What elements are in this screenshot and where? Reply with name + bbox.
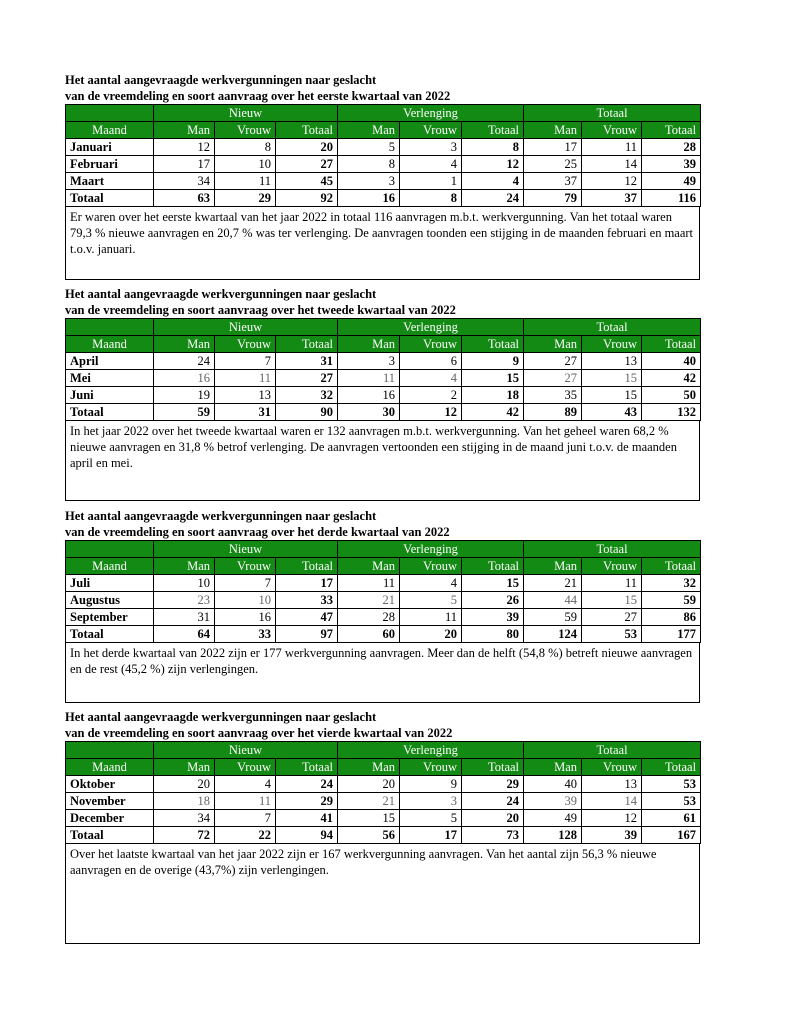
group-header: Verlenging (338, 541, 524, 558)
table-cell: 17 (276, 575, 338, 592)
table-cell: 50 (642, 387, 701, 404)
quarter-note: Er waren over het eerste kwartaal van het jaar 2022 in totaal 116 aanvragen m.b.t. werkvergunning. Van het totaal waren 79,3 % nieuwe aanvragen en 20,7 % was ter verlenging. De aanvragen toonden een stijging in de maanden februari en maart t.o.v. januari. (65, 207, 700, 280)
table-cell: 92 (276, 190, 338, 207)
table-row (66, 592, 701, 609)
table-cell: 61 (642, 810, 701, 827)
table-cell: 49 (524, 810, 582, 827)
table-cell: 14 (582, 156, 642, 173)
table-cell: 12 (400, 404, 462, 421)
table-cell: 64 (154, 626, 215, 643)
table-cell: 27 (276, 370, 338, 387)
table-row (66, 190, 701, 207)
row-label: Totaal (66, 404, 154, 421)
table-cell: 8 (215, 139, 276, 156)
table-row (66, 827, 701, 844)
table-row (66, 776, 701, 793)
table-cell: 13 (215, 387, 276, 404)
table-cell: 15 (462, 575, 524, 592)
table-cell: 32 (276, 387, 338, 404)
table-cell: 39 (524, 793, 582, 810)
table-cell: 19 (154, 387, 215, 404)
table-cell: 14 (582, 793, 642, 810)
table-cell: 11 (338, 370, 400, 387)
quarter-note: In het derde kwartaal van 2022 zijn er 177 werkvergunning aanvragen. Meer dan de helft (54,8 %) betreft nieuwe aanvragen en de rest (45,2 %) zijn verlengingen. (65, 643, 700, 703)
table-cell: 27 (582, 609, 642, 626)
table-cell: 5 (400, 810, 462, 827)
table-cell: 15 (582, 387, 642, 404)
column-header: Man (524, 336, 582, 353)
table-row (66, 370, 701, 387)
table-cell: 16 (338, 387, 400, 404)
table-row (66, 609, 701, 626)
table-cell: 21 (524, 575, 582, 592)
row-label: April (66, 353, 154, 370)
table-cell: 12 (582, 173, 642, 190)
table-cell: 11 (215, 173, 276, 190)
month-header: Maand (66, 122, 154, 139)
table-cell: 35 (524, 387, 582, 404)
column-header: Vrouw (582, 122, 642, 139)
table-cell: 15 (338, 810, 400, 827)
table-cell: 63 (154, 190, 215, 207)
table-cell: 20 (276, 139, 338, 156)
month-header: Maand (66, 336, 154, 353)
row-label: December (66, 810, 154, 827)
column-header: Man (524, 759, 582, 776)
header-blank (66, 105, 154, 122)
group-header: Totaal (524, 319, 701, 336)
table-cell: 24 (462, 190, 524, 207)
group-header: Verlenging (338, 742, 524, 759)
quarter-note: Over het laatste kwartaal van het jaar 2022 zijn er 167 werkvergunning aanvragen. Van het aantal zijn 56,3 % nieuwe aanvragen en de overige (43,7%) zijn verlengingen. (65, 844, 700, 944)
table-cell: 42 (642, 370, 701, 387)
row-label: Oktober (66, 776, 154, 793)
row-label: Juni (66, 387, 154, 404)
table-cell: 8 (400, 190, 462, 207)
table-cell: 20 (462, 810, 524, 827)
table-cell: 31 (276, 353, 338, 370)
table-cell: 49 (642, 173, 701, 190)
table-cell: 13 (582, 776, 642, 793)
column-header: Totaal (462, 336, 524, 353)
table-cell: 44 (524, 592, 582, 609)
table-row (66, 387, 701, 404)
month-header: Maand (66, 558, 154, 575)
table-cell: 27 (524, 370, 582, 387)
table-cell: 31 (154, 609, 215, 626)
table-cell: 47 (276, 609, 338, 626)
table-cell: 27 (276, 156, 338, 173)
quarter-title-line2: van de vreemdeling en soort aanvraag over het vierde kwartaal van 2022 (65, 726, 453, 740)
table-cell: 3 (338, 353, 400, 370)
table-cell: 6 (400, 353, 462, 370)
table-cell: 10 (154, 575, 215, 592)
table-cell: 3 (338, 173, 400, 190)
table-cell: 11 (582, 575, 642, 592)
column-header: Totaal (642, 759, 701, 776)
column-header: Vrouw (400, 122, 462, 139)
column-header: Man (154, 558, 215, 575)
column-header: Vrouw (582, 558, 642, 575)
table-cell: 1 (400, 173, 462, 190)
table-cell: 40 (524, 776, 582, 793)
column-header: Totaal (642, 558, 701, 575)
row-label: Maart (66, 173, 154, 190)
table-cell: 11 (582, 139, 642, 156)
table-cell: 89 (524, 404, 582, 421)
table-cell: 97 (276, 626, 338, 643)
table-row (66, 626, 701, 643)
table-row (66, 173, 701, 190)
column-header: Totaal (462, 558, 524, 575)
table-cell: 42 (462, 404, 524, 421)
row-label: Totaal (66, 626, 154, 643)
table-cell: 4 (462, 173, 524, 190)
column-header: Vrouw (400, 558, 462, 575)
table-cell: 11 (215, 370, 276, 387)
column-header: Man (154, 122, 215, 139)
table-row (66, 139, 701, 156)
table-cell: 15 (582, 592, 642, 609)
table-cell: 90 (276, 404, 338, 421)
table-cell: 24 (462, 793, 524, 810)
quarter-title-line2: van de vreemdeling en soort aanvraag over het derde kwartaal van 2022 (65, 525, 450, 539)
table-cell: 29 (276, 793, 338, 810)
quarter-4-section (65, 709, 700, 944)
table-cell: 10 (215, 156, 276, 173)
table-cell: 20 (400, 626, 462, 643)
table-cell: 17 (524, 139, 582, 156)
table-cell: 4 (400, 156, 462, 173)
quarter-1-section (65, 72, 700, 280)
table-cell: 79 (524, 190, 582, 207)
table-cell: 18 (154, 793, 215, 810)
row-label: November (66, 793, 154, 810)
table-cell: 94 (276, 827, 338, 844)
table-row (66, 575, 701, 592)
group-header: Totaal (524, 105, 701, 122)
quarter-title-line1: Het aantal aangevraagde werkvergunningen naar geslacht (65, 710, 377, 724)
table-cell: 72 (154, 827, 215, 844)
group-header: Totaal (524, 541, 701, 558)
table-cell: 32 (642, 575, 701, 592)
column-header: Totaal (462, 122, 524, 139)
table-cell: 3 (400, 793, 462, 810)
table-cell: 28 (338, 609, 400, 626)
table-cell: 5 (400, 592, 462, 609)
table-cell: 29 (462, 776, 524, 793)
table-cell: 5 (338, 139, 400, 156)
group-header: Totaal (524, 742, 701, 759)
table-cell: 177 (642, 626, 701, 643)
table-row (66, 353, 701, 370)
row-label: September (66, 609, 154, 626)
column-header: Vrouw (215, 558, 276, 575)
row-label: Februari (66, 156, 154, 173)
column-header: Vrouw (215, 122, 276, 139)
table-cell: 43 (582, 404, 642, 421)
table-cell: 2 (400, 387, 462, 404)
table-cell: 27 (524, 353, 582, 370)
table-cell: 59 (154, 404, 215, 421)
table-cell: 37 (582, 190, 642, 207)
quarter-title-line2: van de vreemdeling en soort aanvraag over het eerste kwartaal van 2022 (65, 89, 451, 103)
table-cell: 9 (462, 353, 524, 370)
quarter-table (65, 104, 701, 207)
table-cell: 56 (338, 827, 400, 844)
row-label: Mei (66, 370, 154, 387)
table-cell: 15 (462, 370, 524, 387)
table-cell: 11 (400, 609, 462, 626)
table-cell: 39 (582, 827, 642, 844)
table-cell: 13 (582, 353, 642, 370)
table-cell: 16 (154, 370, 215, 387)
table-cell: 53 (642, 793, 701, 810)
row-label: Januari (66, 139, 154, 156)
table-cell: 116 (642, 190, 701, 207)
quarter-title-line1: Het aantal aangevraagde werkvergunningen naar geslacht (65, 509, 377, 523)
table-cell: 7 (215, 575, 276, 592)
table-cell: 167 (642, 827, 701, 844)
table-cell: 73 (462, 827, 524, 844)
table-cell: 124 (524, 626, 582, 643)
table-cell: 132 (642, 404, 701, 421)
table-cell: 11 (338, 575, 400, 592)
column-header: Man (154, 759, 215, 776)
table-cell: 22 (215, 827, 276, 844)
table-cell: 12 (582, 810, 642, 827)
table-cell: 17 (400, 827, 462, 844)
group-header: Nieuw (154, 742, 338, 759)
table-cell: 16 (338, 190, 400, 207)
table-cell: 40 (642, 353, 701, 370)
table-cell: 20 (154, 776, 215, 793)
column-header: Totaal (642, 122, 701, 139)
column-header: Totaal (276, 558, 338, 575)
quarter-2-section (65, 286, 700, 501)
table-row (66, 793, 701, 810)
table-cell: 128 (524, 827, 582, 844)
table-cell: 4 (215, 776, 276, 793)
column-header: Totaal (642, 336, 701, 353)
table-cell: 59 (524, 609, 582, 626)
header-blank (66, 541, 154, 558)
table-cell: 53 (642, 776, 701, 793)
table-cell: 15 (582, 370, 642, 387)
table-cell: 3 (400, 139, 462, 156)
table-row (66, 810, 701, 827)
quarter-title-line1: Het aantal aangevraagde werkvergunningen naar geslacht (65, 287, 377, 301)
quarter-3-section (65, 508, 700, 703)
column-header: Totaal (276, 336, 338, 353)
column-header: Vrouw (582, 336, 642, 353)
column-header: Totaal (276, 122, 338, 139)
column-header: Totaal (462, 759, 524, 776)
group-header: Verlenging (338, 105, 524, 122)
quarter-title-line1: Het aantal aangevraagde werkvergunningen naar geslacht (65, 73, 377, 87)
table-cell: 4 (400, 370, 462, 387)
quarter-table (65, 318, 701, 421)
table-cell: 53 (582, 626, 642, 643)
table-cell: 39 (462, 609, 524, 626)
table-cell: 9 (400, 776, 462, 793)
table-cell: 45 (276, 173, 338, 190)
column-header: Man (338, 336, 400, 353)
table-cell: 28 (642, 139, 701, 156)
table-cell: 10 (215, 592, 276, 609)
column-header: Vrouw (215, 759, 276, 776)
column-header: Totaal (276, 759, 338, 776)
table-cell: 12 (462, 156, 524, 173)
group-header: Nieuw (154, 541, 338, 558)
quarter-title-line2: van de vreemdeling en soort aanvraag over het tweede kwartaal van 2022 (65, 303, 456, 317)
table-cell: 60 (338, 626, 400, 643)
row-label: Totaal (66, 827, 154, 844)
column-header: Man (154, 336, 215, 353)
table-cell: 7 (215, 810, 276, 827)
column-header: Vrouw (400, 759, 462, 776)
table-cell: 11 (215, 793, 276, 810)
column-header: Man (338, 122, 400, 139)
table-cell: 86 (642, 609, 701, 626)
group-header: Nieuw (154, 319, 338, 336)
table-cell: 20 (338, 776, 400, 793)
column-header: Vrouw (400, 336, 462, 353)
table-cell: 12 (154, 139, 215, 156)
table-cell: 8 (462, 139, 524, 156)
column-header: Man (524, 558, 582, 575)
table-cell: 37 (524, 173, 582, 190)
table-cell: 17 (154, 156, 215, 173)
table-cell: 18 (462, 387, 524, 404)
table-cell: 80 (462, 626, 524, 643)
table-cell: 7 (215, 353, 276, 370)
table-row (66, 404, 701, 421)
table-cell: 23 (154, 592, 215, 609)
column-header: Man (338, 558, 400, 575)
column-header: Vrouw (582, 759, 642, 776)
column-header: Man (524, 122, 582, 139)
table-cell: 4 (400, 575, 462, 592)
table-cell: 39 (642, 156, 701, 173)
quarter-note: In het jaar 2022 over het tweede kwartaal waren er 132 aanvragen m.b.t. werkvergunning. Van het geheel waren 68,2 % nieuwe aanvragen en 31,8 % betrof verlenging. De aanvragen vertoonden een stijging in de maand juni t.o.v. de maanden april en mei. (65, 421, 700, 501)
header-blank (66, 742, 154, 759)
table-cell: 25 (524, 156, 582, 173)
header-blank (66, 319, 154, 336)
table-row (66, 156, 701, 173)
table-cell: 31 (215, 404, 276, 421)
table-cell: 33 (215, 626, 276, 643)
table-cell: 8 (338, 156, 400, 173)
table-cell: 24 (276, 776, 338, 793)
row-label: Totaal (66, 190, 154, 207)
group-header: Nieuw (154, 105, 338, 122)
table-cell: 30 (338, 404, 400, 421)
row-label: Juli (66, 575, 154, 592)
row-label: Augustus (66, 592, 154, 609)
table-cell: 24 (154, 353, 215, 370)
quarter-table (65, 540, 701, 643)
column-header: Vrouw (215, 336, 276, 353)
month-header: Maand (66, 759, 154, 776)
table-cell: 34 (154, 173, 215, 190)
table-cell: 21 (338, 793, 400, 810)
table-cell: 34 (154, 810, 215, 827)
quarter-table (65, 741, 701, 844)
group-header: Verlenging (338, 319, 524, 336)
table-cell: 59 (642, 592, 701, 609)
table-cell: 41 (276, 810, 338, 827)
table-cell: 33 (276, 592, 338, 609)
table-cell: 16 (215, 609, 276, 626)
table-cell: 26 (462, 592, 524, 609)
column-header: Man (338, 759, 400, 776)
table-cell: 21 (338, 592, 400, 609)
table-cell: 29 (215, 190, 276, 207)
